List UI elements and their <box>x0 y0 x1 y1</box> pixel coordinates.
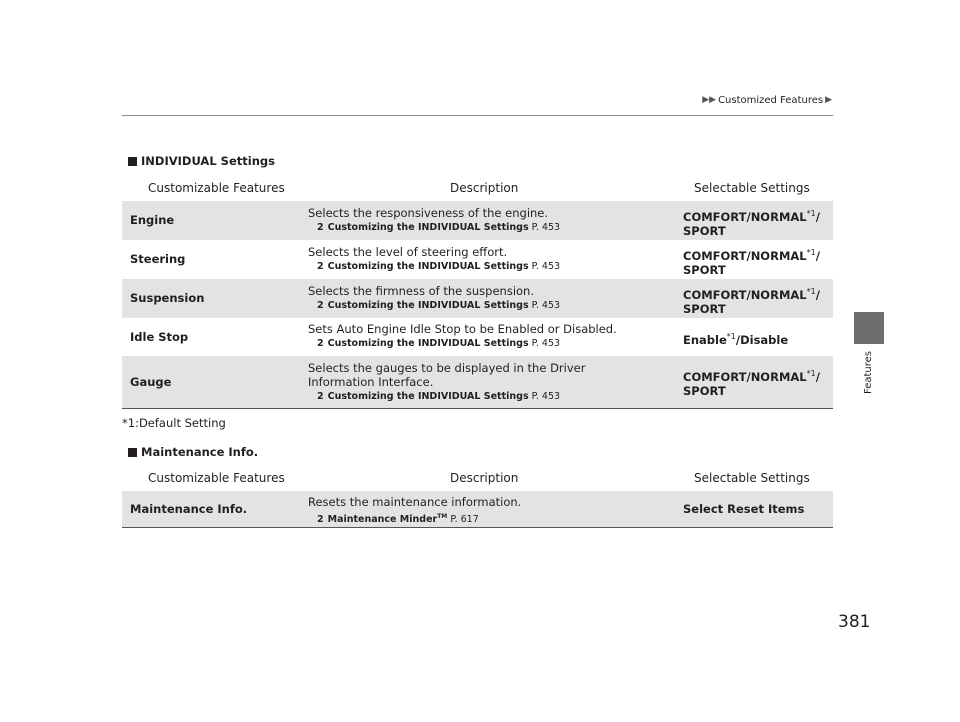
row-description: Selects the level of steering effort. 2 Customizing the INDIVIDUAL Settings P. 453 <box>308 245 638 274</box>
cross-reference[interactable]: 2 Customizing the INDIVIDUAL Settings P. 453 <box>317 338 561 349</box>
row-settings: COMFORT/NORMAL$^{*1}$/ SPORT <box>683 287 820 316</box>
table-header <box>122 175 833 202</box>
reference-arrow-icon: 2 <box>317 514 324 526</box>
breadcrumb <box>700 92 832 108</box>
row-description: Selects the gauges to be displayed in the Driver Information Interface. 2 Customizing the INDIVIDUAL Settings P. 453 <box>308 361 628 404</box>
table-row <box>122 201 833 240</box>
header-settings: Selectable Settings <box>694 471 810 485</box>
reference-arrow-icon: 2 <box>317 300 324 311</box>
row-feature: Maintenance Info. <box>130 502 248 516</box>
section-title-individual: INDIVIDUAL Settings <box>128 154 275 168</box>
table-row <box>122 318 833 356</box>
footnote: *1:Default Setting <box>122 416 226 430</box>
row-description: Sets Auto Engine Idle Stop to be Enabled or Disabled. 2 Customizing the INDIVIDUAL Settings P. 453 <box>308 322 638 351</box>
row-feature: Gauge <box>130 375 172 389</box>
header-description: Description <box>450 471 519 485</box>
row-settings: Select Reset Items <box>683 502 805 516</box>
table-row <box>122 491 833 528</box>
header-feature: Customizable Features <box>148 181 285 195</box>
header-settings: Selectable Settings <box>694 181 810 195</box>
row-feature: Idle Stop <box>130 330 189 344</box>
row-settings: COMFORT/NORMAL$^{*1}$/ SPORT <box>683 248 820 277</box>
breadcrumb-section[interactable]: Customized Features <box>718 94 824 106</box>
reference-arrow-icon: 2 <box>317 338 324 349</box>
chapter-tab-marker <box>854 312 884 344</box>
cross-reference[interactable]: 2 Customizing the INDIVIDUAL Settings P. 453 <box>317 300 561 311</box>
page-number: 381 <box>838 612 871 632</box>
header-divider <box>122 115 833 116</box>
cross-reference[interactable]: 2 Customizing the INDIVIDUAL Settings P. 453 <box>317 391 561 402</box>
row-feature: Suspension <box>130 291 205 305</box>
chevron-right-icon: ▶▶ <box>702 95 717 105</box>
row-feature: Engine <box>130 213 175 227</box>
row-description: Selects the responsiveness of the engine. 2 Customizing the INDIVIDUAL Settings P. 453 <box>308 206 638 235</box>
reference-arrow-icon: 2 <box>317 222 324 233</box>
row-settings: Enable$^{*1}$/Disable <box>683 332 789 347</box>
cross-reference[interactable]: 2 Maintenance Minder™ P. 617 <box>317 513 479 526</box>
cross-reference[interactable]: 2 Customizing the INDIVIDUAL Settings P. 453 <box>317 261 561 272</box>
chapter-tab-label: Features <box>863 351 874 394</box>
cross-reference[interactable]: 2 Customizing the INDIVIDUAL Settings P. 453 <box>317 222 561 233</box>
maintenance-table <box>122 465 833 528</box>
row-description: Selects the firmness of the suspension. 2 Customizing the INDIVIDUAL Settings P. 453 <box>308 284 638 313</box>
table-row <box>122 279 833 318</box>
header-description: Description <box>450 181 519 195</box>
row-settings: COMFORT/NORMAL$^{*1}$/ SPORT <box>683 369 820 398</box>
header-feature: Customizable Features <box>148 471 285 485</box>
reference-arrow-icon: 2 <box>317 261 324 272</box>
section-title-maintenance: Maintenance Info. <box>128 445 258 459</box>
chevron-right-icon: ▶ <box>825 95 832 105</box>
square-bullet-icon <box>128 157 137 166</box>
individual-settings-table <box>122 175 833 409</box>
table-row <box>122 356 833 409</box>
row-settings: COMFORT/NORMAL$^{*1}$/ SPORT <box>683 209 820 238</box>
row-description: Resets the maintenance information. 2 Maintenance Minder™ P. 617 <box>308 495 638 527</box>
reference-arrow-icon: 2 <box>317 391 324 402</box>
row-feature: Steering <box>130 252 186 266</box>
square-bullet-icon <box>128 448 137 457</box>
table-header <box>122 465 833 492</box>
table-row <box>122 240 833 279</box>
